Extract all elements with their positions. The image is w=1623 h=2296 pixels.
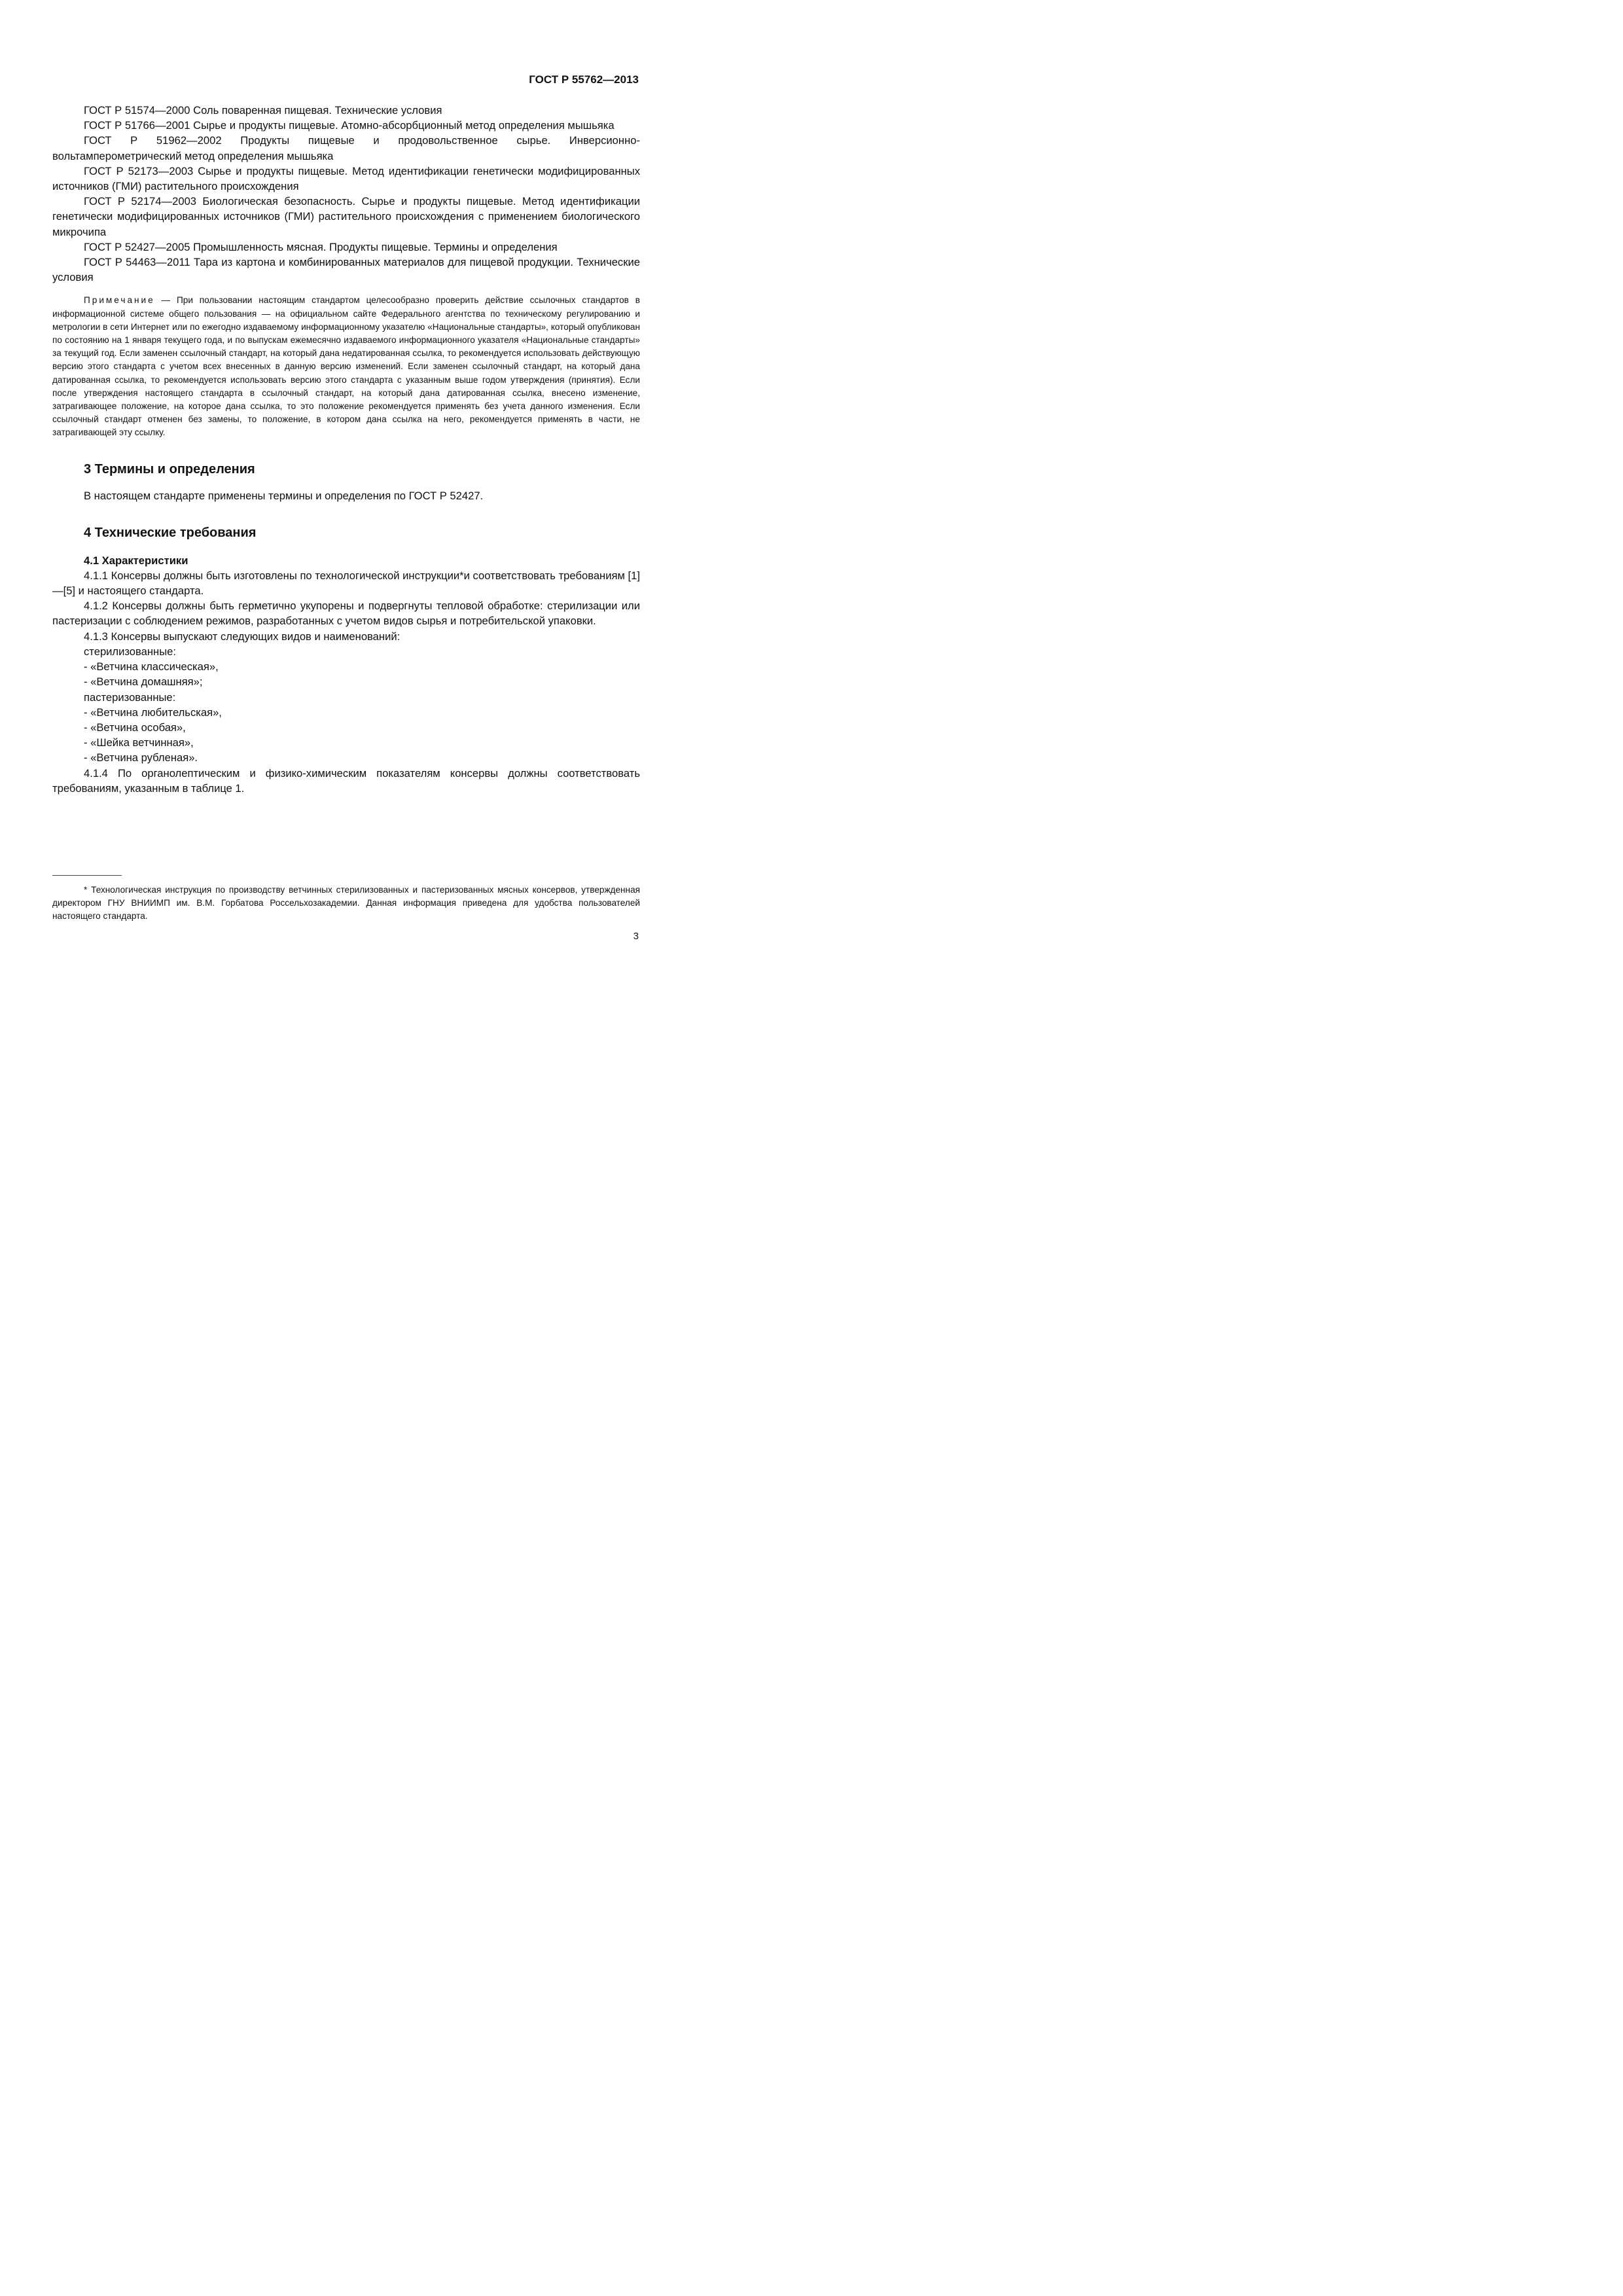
footnote: * Технологическая инструкция по производству ветчинных стерилизованных и пастеризованных мясных консервов, утвержденная директором ГНУ ВНИИМП им. В.М. Горбатова Россельхозакадемии. Данная информация приведена для удобства пользователей настоящего стандарта. xyxy=(52,885,640,921)
document-header-id: ГОСТ Р 55762—2013 xyxy=(529,73,639,86)
note-paragraph xyxy=(52,294,640,439)
list-item: - «Ветчина классическая», xyxy=(84,660,219,673)
reference-item: ГОСТ Р 54463—2011 Тара из картона и комбинированных материалов для пищевой продукции. Технические условия xyxy=(52,256,640,284)
reference-item: ГОСТ Р 51962—2002 Продукты пищевые и продовольственное сырье. Инверсионно-вольтамперометрический метод определения мышьяка xyxy=(52,134,640,162)
section-3-text: В настоящем стандарте применены термины и определения по ГОСТ Р 52427. xyxy=(84,489,484,502)
note-text: — При пользовании настоящим стандартом целесообразно проверить действие ссылочных стандартов в информационной системе общего пользования — на официальном сайте Федерального агентства по техническому регулированию и метрологии в сети Интернет или по ежегодно издаваемому информационному указателю «Национальные стандарты», который опубликован по состоянию на 1 января текущего года, и по выпускам ежемесячно издаваемого информационного указателя «Национальные стандарты» за текущий год. Если заменен ссылочный стандарт, на который дана недатированная ссылка, то рекомендуется использовать действующую версию этого стандарта с учетом всех внесенных в данную версию изменений. Если заменен ссылочный стандарт, на который дана датированная ссылка, то рекомендуется использовать версию этого стандарта с указанным выше годом утверждения (принятия). Если после утверждения настоящего стандарта в ссылочный стандарт, на который дана датированная ссылка, внесено изменение, затрагивающее положение, на которое дана ссылка, то это положение рекомендуется применять без учета данного изменения. Если ссылочный стандарт отменен без замены, то положение, в котором дана ссылка на него, рекомендуется применять в части, не затрагивающей эту ссылку. xyxy=(52,295,640,438)
note-label: Примечание xyxy=(84,295,155,306)
reference-item: ГОСТ Р 52427—2005 Промышленность мясная. Продукты пищевые. Термины и определения xyxy=(84,240,558,253)
list-item: - «Ветчина любительская», xyxy=(84,706,222,719)
section-3-heading: 3 Термины и определения xyxy=(84,461,255,476)
list-item: - «Ветчина особая», xyxy=(84,721,186,734)
list-item: - «Ветчина домашняя»; xyxy=(84,675,203,689)
section-4-heading: 4 Технические требования xyxy=(84,525,257,540)
list-item: - «Ветчина рубленая». xyxy=(84,751,198,764)
list-item: стерилизованные: xyxy=(84,645,176,658)
footnote-divider xyxy=(52,875,122,876)
reference-item: ГОСТ Р 51766—2001 Сырье и продукты пищевые. Атомно-абсорбционный метод определения мышьяка xyxy=(84,119,615,132)
list-item: - «Шейка ветчинная», xyxy=(84,736,194,749)
clause-4-1-2: 4.1.2 Консервы должны быть герметично укупорены и подвергнуты тепловой обработке: стерилизации или пастеризации с соблюдением режимов, разработанных с учетом видов сырья и потребительской упаковки. xyxy=(52,600,640,628)
document-body xyxy=(52,103,640,796)
clause-4-1-4: 4.1.4 По органолептическим и физико-химическим показателям консервы должны соответствовать требованиям, указанным в таблице 1. xyxy=(52,766,640,795)
reference-item: ГОСТ Р 52173—2003 Сырье и продукты пищевые. Метод идентификации генетически модифицированных источников (ГМИ) растительного происхождения xyxy=(52,164,640,193)
clause-4-1-1: 4.1.1 Консервы должны быть изготовлены по технологической инструкции*и соответствовать требованиям [1]—[5] и настоящего стандарта. xyxy=(52,569,640,598)
clause-4-1-3: 4.1.3 Консервы выпускают следующих видов и наименований: xyxy=(84,630,401,643)
list-item: пастеризованные: xyxy=(84,691,176,704)
subsection-4-1-heading: 4.1 Характеристики xyxy=(84,554,188,567)
page-number: 3 xyxy=(633,931,639,942)
document-page xyxy=(0,0,720,1018)
reference-item: ГОСТ Р 51574—2000 Соль поваренная пищевая. Технические условия xyxy=(84,104,442,117)
reference-item: ГОСТ Р 52174—2003 Биологическая безопасность. Сырье и продукты пищевые. Метод идентификации генетически модифицированных источников (ГМИ) растительного происхождения с применением биологического микрочипа xyxy=(52,195,640,238)
